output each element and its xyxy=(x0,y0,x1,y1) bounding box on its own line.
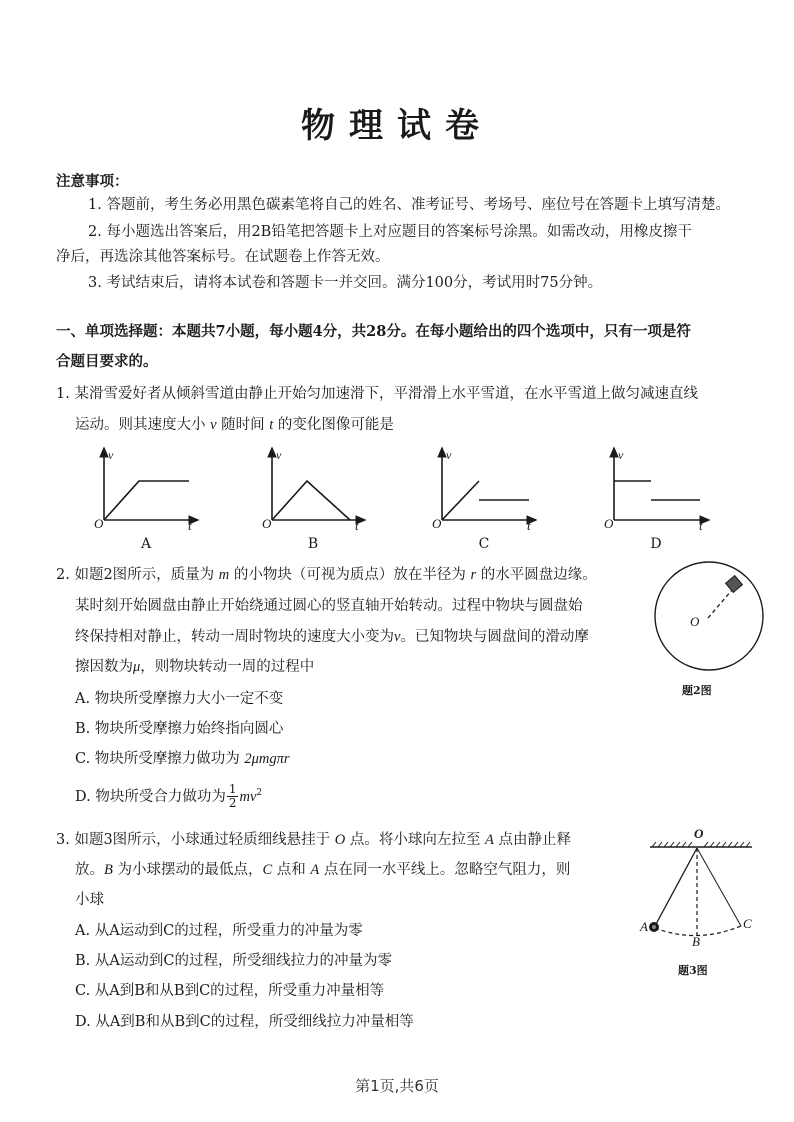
q2-text: 。已知物块与圆盘间的滑动摩 xyxy=(400,629,589,645)
q2-figure-caption: 题2图 xyxy=(682,684,712,697)
q2-stem-line3 xyxy=(75,627,589,647)
q3-option-a: A. 从A运动到C的过程，所受重力的冲量为零 xyxy=(75,923,363,939)
string-to-a xyxy=(655,848,697,926)
q2-text: ，则物块转动一周的过程中 xyxy=(140,659,315,675)
q3-figure-pendulum xyxy=(630,820,780,960)
notice-item-1: 1. 答题前，考生务必用黑色碳素笔将自己的姓名、准考证号、考场号、座位号在答题卡上填写清楚。 xyxy=(88,197,730,213)
fraction-denominator: 2 xyxy=(228,796,237,811)
q3-text: 为小球摆动的最低点， xyxy=(117,862,263,878)
q2-option-b: B. 物块所受摩擦力始终指向圆心 xyxy=(75,721,284,737)
q2-figure-disc xyxy=(640,560,780,680)
graph-d-label: D xyxy=(650,536,662,552)
q2-option-c-text: C. 物块所受摩擦力做功为 xyxy=(75,751,240,767)
q2-var-m: m xyxy=(218,567,230,583)
q2-stem-line4 xyxy=(75,657,314,677)
graph-d-origin: O xyxy=(604,516,614,531)
q1-text: 运动。则其速度大小 xyxy=(75,417,206,433)
q3-label-a: A xyxy=(640,919,648,934)
graph-a-label: A xyxy=(140,536,152,552)
q2-stem-line2: 某时刻开始圆盘由静止开始绕通过圆心的竖直轴开始转动。过程中物块与圆盘始 xyxy=(75,598,583,614)
graph-b-label: B xyxy=(307,536,319,552)
graph-d-v-label: v xyxy=(618,448,624,462)
q2-option-d-expr: mv xyxy=(239,788,257,805)
q2-text: 的小物块（可视为质点）放在半径为 xyxy=(233,567,466,583)
q3-text: 3. 如题3图所示，小球通过轻质细线悬挂于 xyxy=(56,832,331,848)
q1-text: 随时间 xyxy=(221,417,265,433)
q3-label-b: B xyxy=(692,934,700,949)
string-to-c xyxy=(697,848,741,926)
graph-a-origin: O xyxy=(94,516,104,531)
q3-var-a: A xyxy=(310,862,320,878)
q1-var-v: v xyxy=(210,417,217,433)
graph-a-t-label: t xyxy=(188,518,192,533)
q2-var-mu: μ xyxy=(133,659,141,675)
q3-text: 点由静止释 xyxy=(498,832,571,848)
q3-var-b: B xyxy=(104,862,113,878)
q3-option-d: D. 从A到B和从B到C的过程，所受细线拉力冲量相等 xyxy=(75,1014,414,1030)
graph-c xyxy=(442,448,536,520)
q3-label-o: O xyxy=(694,826,704,841)
graph-c-label: C xyxy=(478,536,490,552)
graph-a-v-label: v xyxy=(108,448,114,462)
q2-var-r: r xyxy=(470,567,477,583)
q3-var-c: C xyxy=(262,862,273,878)
graph-c-t-label: t xyxy=(527,518,531,533)
q2-figure-center-label: O xyxy=(690,614,700,629)
q1-graphs xyxy=(0,440,794,560)
q1-var-t: t xyxy=(269,417,274,433)
q3-label-c: C xyxy=(743,916,752,931)
q2-option-d xyxy=(75,783,262,810)
q3-stem-line3: 小球 xyxy=(75,892,104,908)
page-title: 物理试卷 xyxy=(301,106,493,146)
fraction-numerator: 1 xyxy=(228,782,237,797)
graph-b-curve xyxy=(272,481,350,520)
graph-c-origin: O xyxy=(432,516,442,531)
q3-text: 点在同一水平线上。忽略空气阻力，则 xyxy=(323,862,571,878)
ceiling-hatch xyxy=(652,842,750,847)
q2-text: 擦因数为 xyxy=(75,659,133,675)
block-icon xyxy=(726,576,743,593)
q3-stem-line1 xyxy=(56,830,571,850)
q3-text: 点和 xyxy=(276,862,306,878)
graph-b xyxy=(272,448,365,520)
graph-b-v-label: v xyxy=(276,448,282,462)
q3-var-a: A xyxy=(484,832,494,848)
graph-a xyxy=(104,448,198,520)
notice-heading: 注意事项： xyxy=(56,173,129,190)
q3-stem-line2 xyxy=(75,860,570,880)
q2-option-d-text: D. 物块所受合力做功为 xyxy=(75,788,226,805)
q3-text: 点。将小球向左拉至 xyxy=(349,832,481,848)
section-heading: 一、单项选择题：本题共7小题，每小题4分，共28分。在每小题给出的四个选项中，只有一项是符 xyxy=(56,323,691,340)
q2-text: 2. 如题2图所示，质量为 xyxy=(56,567,215,583)
notice-item-2-cont: 净后，再选涂其他答案标号。在试题卷上作答无效。 xyxy=(56,249,390,265)
q2-option-d-exponent: 2 xyxy=(256,788,263,798)
q2-stem-line1 xyxy=(56,565,597,585)
section-heading-cont: 合题目要求的。 xyxy=(56,353,158,370)
graph-a-curve xyxy=(104,481,189,520)
q2-text: 的水平圆盘边缘。 xyxy=(480,567,597,583)
q3-option-b: B. 从A运动到C的过程，所受细线拉力的冲量为零 xyxy=(75,953,392,969)
graph-b-origin: O xyxy=(262,516,272,531)
q2-var-v: v xyxy=(394,629,401,645)
notice-item-2: 2. 每小题选出答案后，用2B铅笔把答题卡上对应题目的答案标号涂黑。如需改动，用橡皮擦干 xyxy=(88,224,692,240)
page-footer: 第1页,共6页 xyxy=(355,1077,439,1095)
q2-option-c xyxy=(75,749,290,769)
graph-b-t-label: t xyxy=(355,518,359,533)
q2-text: 终保持相对静止，转动一周时物块的速度大小变为 xyxy=(75,629,394,645)
radius-dashed-line xyxy=(708,590,732,618)
q3-option-c: C. 从A到B和从B到C的过程，所受重力冲量相等 xyxy=(75,983,385,999)
q3-var-o: O xyxy=(334,832,346,848)
q1-text: 的变化图像可能是 xyxy=(277,417,394,433)
q3-text: 放。 xyxy=(75,862,104,878)
graph-d-t-label: t xyxy=(699,518,703,533)
q1-stem-line2 xyxy=(75,415,394,435)
graph-c-v-label: v xyxy=(446,448,452,462)
q2-option-a: A. 物块所受摩擦力大小一定不变 xyxy=(75,691,284,707)
q3-figure-caption: 题3图 xyxy=(678,964,708,977)
notice-item-3: 3. 考试结束后，请将本试卷和答题卡一并交回。满分100分，考试用时75分钟。 xyxy=(88,275,603,291)
q2-option-c-expr: 2μmgπr xyxy=(244,751,290,767)
graph-d xyxy=(614,448,709,520)
q1-stem-line1: 1. 某滑雪爱好者从倾斜雪道由静止开始匀加速滑下，平滑滑上水平雪道，在水平雪道上做匀减速直线 xyxy=(56,386,698,402)
graph-c-accel xyxy=(442,481,479,520)
fraction-one-half xyxy=(227,783,239,810)
